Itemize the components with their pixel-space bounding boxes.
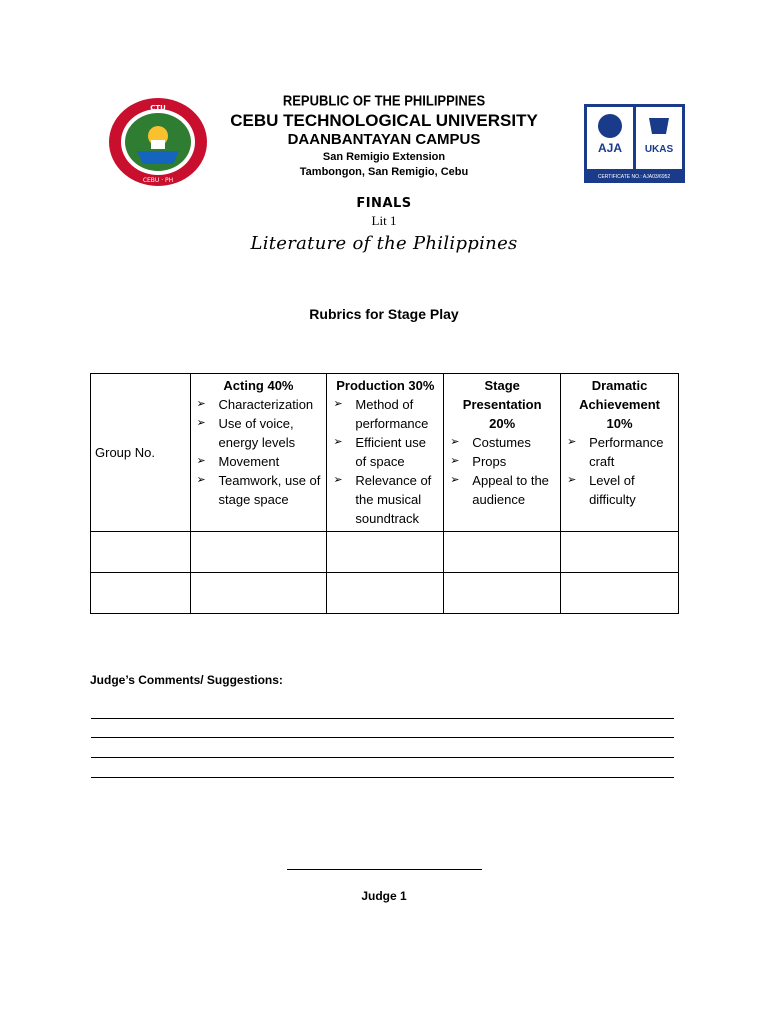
arrow-bullet-icon: ➢	[567, 474, 577, 486]
table-row	[91, 532, 679, 573]
empty-cell[interactable]	[561, 573, 679, 614]
criteria-column-acting	[190, 374, 327, 532]
empty-cell[interactable]	[444, 532, 561, 573]
arrow-bullet-icon: ➢	[196, 455, 206, 467]
empty-cell[interactable]	[190, 573, 327, 614]
arrow-bullet-icon: ➢	[333, 474, 343, 486]
column-title: Production 30%	[336, 378, 435, 393]
table-header-row	[91, 374, 679, 532]
comment-line[interactable]	[91, 777, 674, 778]
criteria-column-production	[327, 374, 444, 532]
republic-heading: REPUBLIC OF THE PHILIPPINES	[282, 92, 486, 109]
arrow-bullet-icon: ➢	[450, 436, 460, 448]
campus-address: Tambongon, San Remigio, Cebu	[299, 166, 469, 178]
criterion-item: ➢ Performance craft	[567, 435, 664, 469]
criterion-item: ➢ Level of difficulty	[567, 473, 636, 507]
empty-cell[interactable]	[327, 532, 444, 573]
extension-name: San Remigio Extension	[322, 151, 446, 163]
rubric-title: Rubrics for Stage Play	[309, 306, 459, 322]
course-title: Literature of the Philippines	[250, 233, 518, 254]
signature-line[interactable]	[287, 869, 482, 870]
criterion-item: ➢ Method of performance	[333, 397, 429, 431]
criterion-item: ➢ Appeal to the audience	[450, 473, 549, 507]
column-title: Stage Presentation 20%	[462, 378, 542, 431]
svg-text:CTU: CTU	[150, 104, 166, 112]
arrow-bullet-icon: ➢	[567, 436, 577, 448]
criterion-item: ➢ Movement	[196, 454, 280, 469]
arrow-bullet-icon: ➢	[450, 474, 460, 486]
svg-text:AJA: AJA	[597, 141, 623, 155]
column-title: Acting 40%	[223, 378, 294, 393]
criterion-item: ➢ Teamwork, use of stage space	[196, 473, 321, 507]
judge-label: Judge 1	[361, 889, 407, 903]
empty-cell[interactable]	[444, 573, 561, 614]
arrow-bullet-icon: ➢	[450, 455, 460, 467]
campus-name: DAANBANTAYAN CAMPUS	[287, 131, 481, 148]
certification-logo	[584, 104, 685, 183]
column-title: Dramatic Achievement 10%	[579, 378, 660, 431]
exam-term: FINALS	[356, 196, 412, 211]
criterion-item: ➢ Costumes	[450, 435, 531, 450]
criterion-item: ➢ Props	[450, 454, 507, 469]
arrow-bullet-icon: ➢	[333, 398, 343, 410]
criterion-item: ➢ Relevance of the musical soundtrack	[333, 473, 432, 526]
table-row	[91, 573, 679, 614]
arrow-bullet-icon: ➢	[333, 436, 343, 448]
empty-cell[interactable]	[561, 532, 679, 573]
group-header: Group No.	[91, 374, 191, 532]
empty-cell[interactable]	[327, 573, 444, 614]
arrow-bullet-icon: ➢	[196, 474, 206, 486]
rubric-table	[90, 373, 679, 614]
university-seal-logo	[107, 96, 209, 188]
comment-line[interactable]	[91, 737, 674, 738]
arrow-bullet-icon: ➢	[196, 417, 206, 429]
svg-text:CEBU · PH: CEBU · PH	[142, 177, 174, 184]
empty-cell[interactable]	[190, 532, 327, 573]
criterion-item: ➢ Characterization	[196, 397, 314, 412]
criteria-column-stage-presentation	[444, 374, 561, 532]
arrow-bullet-icon: ➢	[196, 398, 206, 410]
empty-cell[interactable]	[91, 573, 191, 614]
svg-text:CERTIFICATE NO.: AJA03/6952: CERTIFICATE NO.: AJA03/6952	[597, 174, 671, 180]
criterion-item: ➢ Use of voice, energy levels	[196, 416, 296, 450]
criterion-item: ➢ Efficient use of space	[333, 435, 426, 469]
comment-line[interactable]	[91, 718, 674, 719]
svg-text:UKAS: UKAS	[644, 144, 674, 155]
criteria-column-dramatic-achievement	[561, 374, 679, 532]
comments-label: Judge’s Comments/ Suggestions:	[90, 673, 283, 687]
course-code: Lit 1	[371, 213, 397, 228]
empty-cell[interactable]	[91, 532, 191, 573]
comment-line[interactable]	[91, 757, 674, 758]
university-name: CEBU TECHNOLOGICAL UNIVERSITY	[230, 111, 538, 130]
